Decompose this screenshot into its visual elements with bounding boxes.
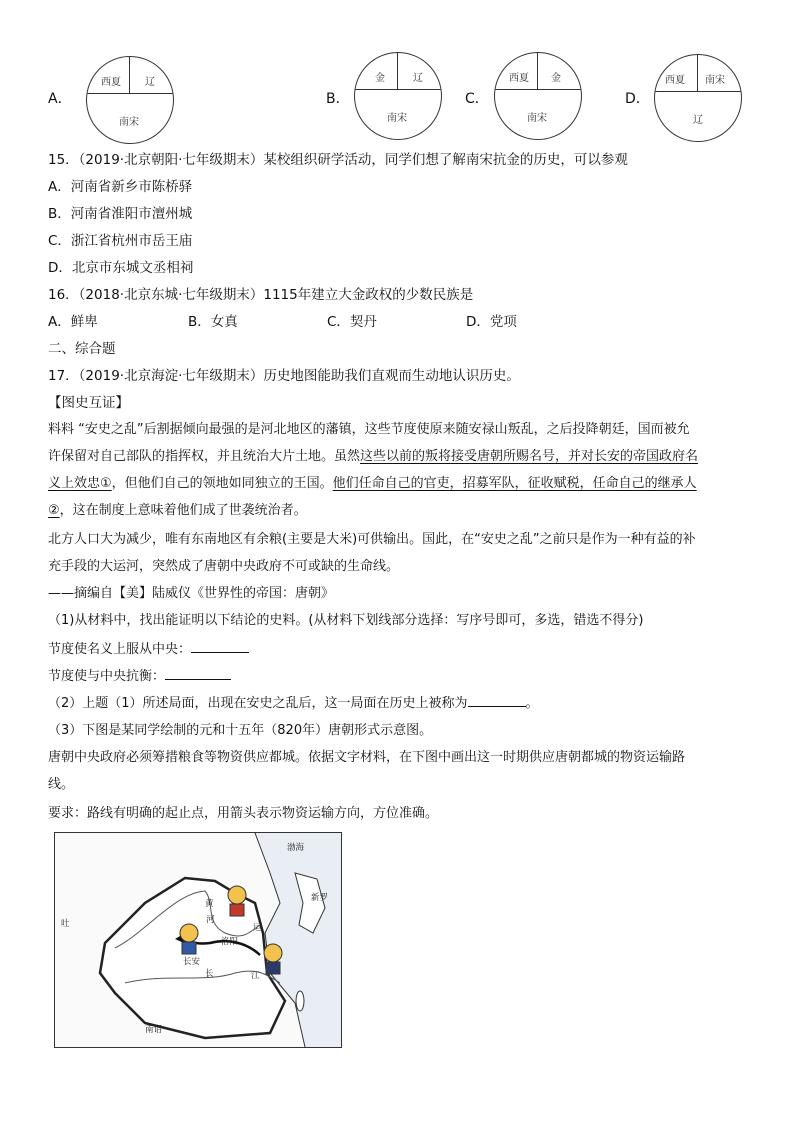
q16-option-b: B．女真 [188, 314, 238, 330]
sub-question-1a-label: 节度使名义上服从中央： [48, 642, 192, 657]
option-b-cell1: 金 [375, 73, 385, 84]
option-a-diagram [86, 56, 174, 144]
answer-blank-1b[interactable] [165, 667, 231, 680]
sub-question-2 [48, 694, 539, 714]
q16-stem: 16．（2018·北京东城·七年级期末）1115年建立大金政权的少数民族是 [48, 287, 474, 303]
map-label-yun: 运 [253, 923, 262, 933]
q15-option-c: C．浙江省杭州市岳王庙 [48, 233, 193, 249]
q15-stem: 15．（2019·北京朝阳·七年级期末）某校组织研学活动，同学们想了解南宋抗金的历史，可以参观 [48, 152, 628, 168]
task-line-1: 唐朝中央政府必须筹措粮食等物资供应都城。依据文字材料，在下图中画出这一时期供应唐朝都城的物资运输路 [48, 750, 686, 765]
answer-blank-1a[interactable] [191, 640, 249, 653]
material-text: ，这在制度上意味着他们成了世袭统治者。 [59, 503, 307, 518]
material-line-3 [48, 474, 697, 494]
map-label-chang: 长 [205, 969, 214, 979]
option-b-cell3: 南宋 [387, 113, 407, 124]
sub-question-1b-label: 节度使与中央抗衡： [48, 669, 166, 684]
material-source: ——摘编自【美】陆威仪《世界性的帝国：唐朝》 [48, 586, 335, 601]
option-d-cell2: 南宋 [705, 75, 725, 86]
material-line-1: 料料 “安史之乱”后割据倾向最强的是河北地区的藩镇，这些节度使原来随安禄山叛乱，之后投降朝廷，国而被允 [48, 422, 690, 437]
material-text: ，但他们自己的领地如同独立的王国。 [111, 476, 333, 491]
option-c-cell1: 西夏 [509, 73, 529, 84]
map-label-tu: 吐 [61, 919, 70, 929]
material-line-2 [48, 447, 698, 467]
option-c-cell2: 金 [551, 73, 561, 84]
q15-option-a: A．河南省新乡市陈桥驿 [48, 179, 193, 195]
option-b-letter: B． [326, 91, 350, 107]
option-d-cell3: 辽 [693, 115, 703, 126]
sub-question-1: （1)从材料中，找出能证明以下结论的史料。(从材料下划线部分选择：写序号即可，多选，错选不得分) [48, 613, 644, 628]
underlined-text-2-end: ② [48, 503, 60, 518]
q17-heading: 【图史互证】 [48, 395, 129, 411]
answer-blank-2[interactable] [468, 694, 526, 707]
material-line-5: 北方人口大为减少，唯有东南地区有余粮(主要是大米)可供输出。国此，在“安史之乱”之前只是作为一种有益的补 [48, 532, 696, 547]
map-label-luoyang: 洛阳 [221, 937, 239, 947]
material-text: 许保留对自己部队的指挥权，并且统治大片土地。虽然 [48, 449, 361, 464]
material-line-6: 充手段的大运河，突然成了唐朝中央政府不可或缺的生命线。 [48, 559, 400, 574]
q16-option-d: D．党项 [466, 314, 517, 330]
map-label-changan: 长安 [183, 957, 201, 967]
option-b-diagram [354, 52, 442, 140]
sub-question-1a [48, 640, 249, 660]
requirement: 要求：路线有明确的起止点，用箭头表示物资运输方向，方位准确。 [48, 806, 439, 821]
map-label-nanzhao: 南诏 [145, 1025, 163, 1035]
q17-stem: 17．（2019·北京海淀·七年级期末）历史地图能助我们直观而生动地认识历史。 [48, 368, 520, 384]
underlined-text-1: 这些以前的叛将接受唐朝所赐名号，并对长安的帝国政府名 [360, 449, 699, 464]
map-label-xinluo: 新罗 [311, 893, 329, 903]
q16-option-c: C．契丹 [327, 314, 377, 330]
sub-question-2-label: （2）上题（1）所述局面，出现在安史之乱后，这一局面在历史上被称为 [48, 696, 468, 711]
sub-question-1b [48, 667, 231, 687]
material-line-4 [48, 501, 307, 521]
sub-question-3: （3）下图是某同学绘制的元和十五年（820年）唐朝形式示意图。 [48, 723, 433, 738]
option-b-cell2: 辽 [413, 73, 423, 84]
option-a-cell3: 南宋 [119, 117, 139, 128]
section-heading: 二、综合题 [48, 341, 116, 357]
q15-option-b: B．河南省淮阳市澶州城 [48, 206, 193, 222]
map-label-he: 河 [206, 915, 215, 925]
option-c-cell3: 南宋 [527, 113, 547, 124]
map-label-jiang: 江 [251, 971, 260, 981]
option-d-diagram [654, 54, 742, 142]
q16-option-a: A．鲜卑 [48, 314, 98, 330]
option-d-cell1: 西夏 [665, 75, 685, 86]
task-line-2: 线。 [48, 777, 75, 792]
q15-option-d: D．北京市东城文丞相祠 [48, 260, 194, 276]
option-d-letter: D． [625, 91, 650, 107]
underlined-text-1-end: 义上效忠① [48, 476, 112, 491]
option-a-cell1: 西夏 [101, 77, 121, 88]
option-c-letter: C． [465, 91, 489, 107]
option-c-diagram [494, 52, 582, 140]
underlined-text-2: 他们任命自己的官吏，招募军队，征收赋税，任命自己的继承人 [332, 476, 697, 491]
tang-map[interactable] [54, 832, 342, 1048]
option-a-letter: A． [48, 91, 72, 107]
map-label-bohai: 渤海 [287, 843, 305, 853]
option-a-cell2: 辽 [145, 77, 155, 88]
map-label-huang: 黄 [205, 899, 214, 909]
sub-question-2-end: 。 [525, 696, 539, 711]
